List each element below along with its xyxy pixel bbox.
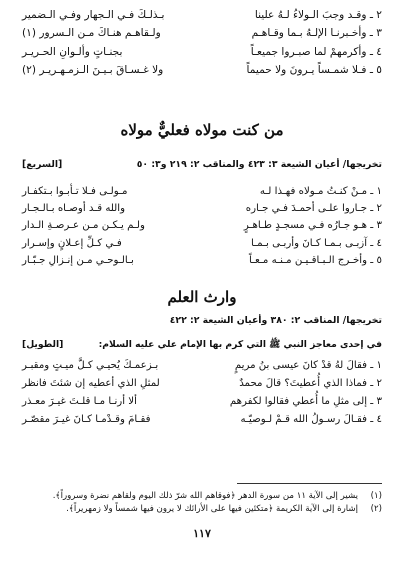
hemistich-second: لمثلِ الذي أعطيه إن شئتَ فانظر [22,377,160,389]
hemistich-first: ٤ ـ فقـالَ رسـولُ الله قـمْ لـوصيّـه [240,413,382,425]
verse-line [22,43,382,61]
takhrij-line [22,312,382,330]
hemistich-first: ٤ ـ وأكرمهمْ لما صبـروا جميعـاً [250,45,382,58]
section-3-poem [22,357,382,429]
verse-line [22,252,382,269]
hemistich-second: والله قـد أوصـاه بـالـجـار [22,203,126,215]
meter-label: [الطويل] [22,338,64,350]
hemistich-second: بـزعمـكَ يُحيـي كـلَّ ميـتٍ ومقبـر [22,359,159,371]
hemistich-second: ولا غـسـاقَ بـيـنَ الـزمـهـريـر (٢) [22,64,164,77]
verse-line [22,183,382,200]
poem-title: من كنت مولاه فعليٌّ مولاه [120,120,284,139]
hemistich-second: ولـم يـكـن مـن عـرصـةِ الـدار [22,220,145,232]
poem-title: وارث العلم [167,287,237,306]
takhrij-line [22,156,382,174]
hemistich-second: ألا أرنـا مـا قلـتَ غيـرَ معـذر [22,395,137,407]
verse-line [22,6,382,24]
verse-line [22,24,382,42]
verse-line [22,411,382,429]
hemistich-first: ٣ ـ هـو جـارُه فـي مسجـدٍ طـاهـرٍ [243,220,382,232]
hemistich-second: مـولـى فـلا تـأبـوا بـتكفـار [22,185,128,197]
footnote-separator [237,483,382,484]
footnote [22,503,382,517]
hemistich-first: ٢ ـ جـاروا علـى أحمـدَ فـي جـاره [245,203,382,215]
verse-line [22,61,382,79]
hemistich-second: بـالـوحـي مـن إنـزالِ جـبّـار [22,255,134,267]
verse-line [22,217,382,234]
meter-label: [السريع] [22,159,63,171]
hemistich-first: ٤ ـ آزبـى بـمـا كـانَ وأربـى بـمـا [251,237,382,249]
page-number: ١١٧ [193,526,211,540]
verse-line [22,235,382,252]
footnotes [22,490,382,517]
hemistich-second: بجنـاتٍ وألـوانِ الحـريـر [22,45,123,58]
poem-context [22,336,382,354]
section-2-poem [22,183,382,270]
hemistich-second: فقـامَ وقـدْمـا كـانَ غيـرَ مقصّـر [22,413,151,425]
hemistich-first: ٣ ـ إلى مثلِ ما أُعطي فقالوا لكفرهم [229,395,382,407]
verse-line [22,375,382,393]
hemistich-first: ٥ ـ وأخـرج الـبـاقـيـن مـنـه مـعـاً [248,255,382,267]
hemistich-first: ٣ ـ وأخـبرنـا الإلـهُ بـما وقـاهـم [251,27,382,40]
hemistich-first: ٢ ـ وقـد وجبَ الـولاءُ لـهُ علينا [254,9,382,21]
takhrij-text: تخريجها/ المناقب ٢: ٣٨٠ وأعيان الشيعة ٢: ٤٢٢ [169,315,382,327]
verse-line [22,393,382,411]
hemistich-first: ٢ ـ فماذا الذي أُعطيتَ؟ قالَ محمدٌ [239,377,382,389]
section-1-poem [22,0,382,80]
verse-line [22,357,382,375]
context-text: في إحدى معاجز النبي ﷺ التي كرم بها الإمام علي عليه السلام: [98,338,382,350]
hemistich-second: ولـقاهـم هنـاكَ مـن الـسرور (١) [22,27,161,40]
footnote [22,490,382,504]
hemistich-second: فـي كـلِّ إعـلانٍ وإسـرار [22,237,122,249]
takhrij-text: تخريجها/ أعيان الشيعة ٣: ٤٢٣ والمناقب ٢: ٢١٩ و٣: ٥٠ [136,159,382,171]
hemistich-second: بـذلـكَ فـي الـجهار وفـي الـضمير [22,9,165,21]
hemistich-first: ١ ـ مـنْ كنـتُ مـولاه فهـذا لـه [259,185,382,197]
footnote-text: يشير إلى الآية ١١ من سورة الدهر ﴿فوقاهم الله شرّ ذلك اليوم ولقاهم نضرة وسروراً﴾. [52,490,358,501]
hemistich-first: ١ ـ فقالَ لهُ قدْ كانَ عيسى بنُ مريمٍ [234,359,382,371]
hemistich-first: ٥ ـ فـلا شمـساً يـرونَ ولا حميماً [246,64,382,77]
footnote-text: إشارة إلى الآية الكريمة ﴿متكئين فيها على الأرائك لا يرون فيها شمساً ولا زمهريراً﴾. [66,504,358,515]
verse-line [22,200,382,217]
footnote-number: (٢) [370,504,382,515]
footnote-number: (١) [370,490,382,501]
